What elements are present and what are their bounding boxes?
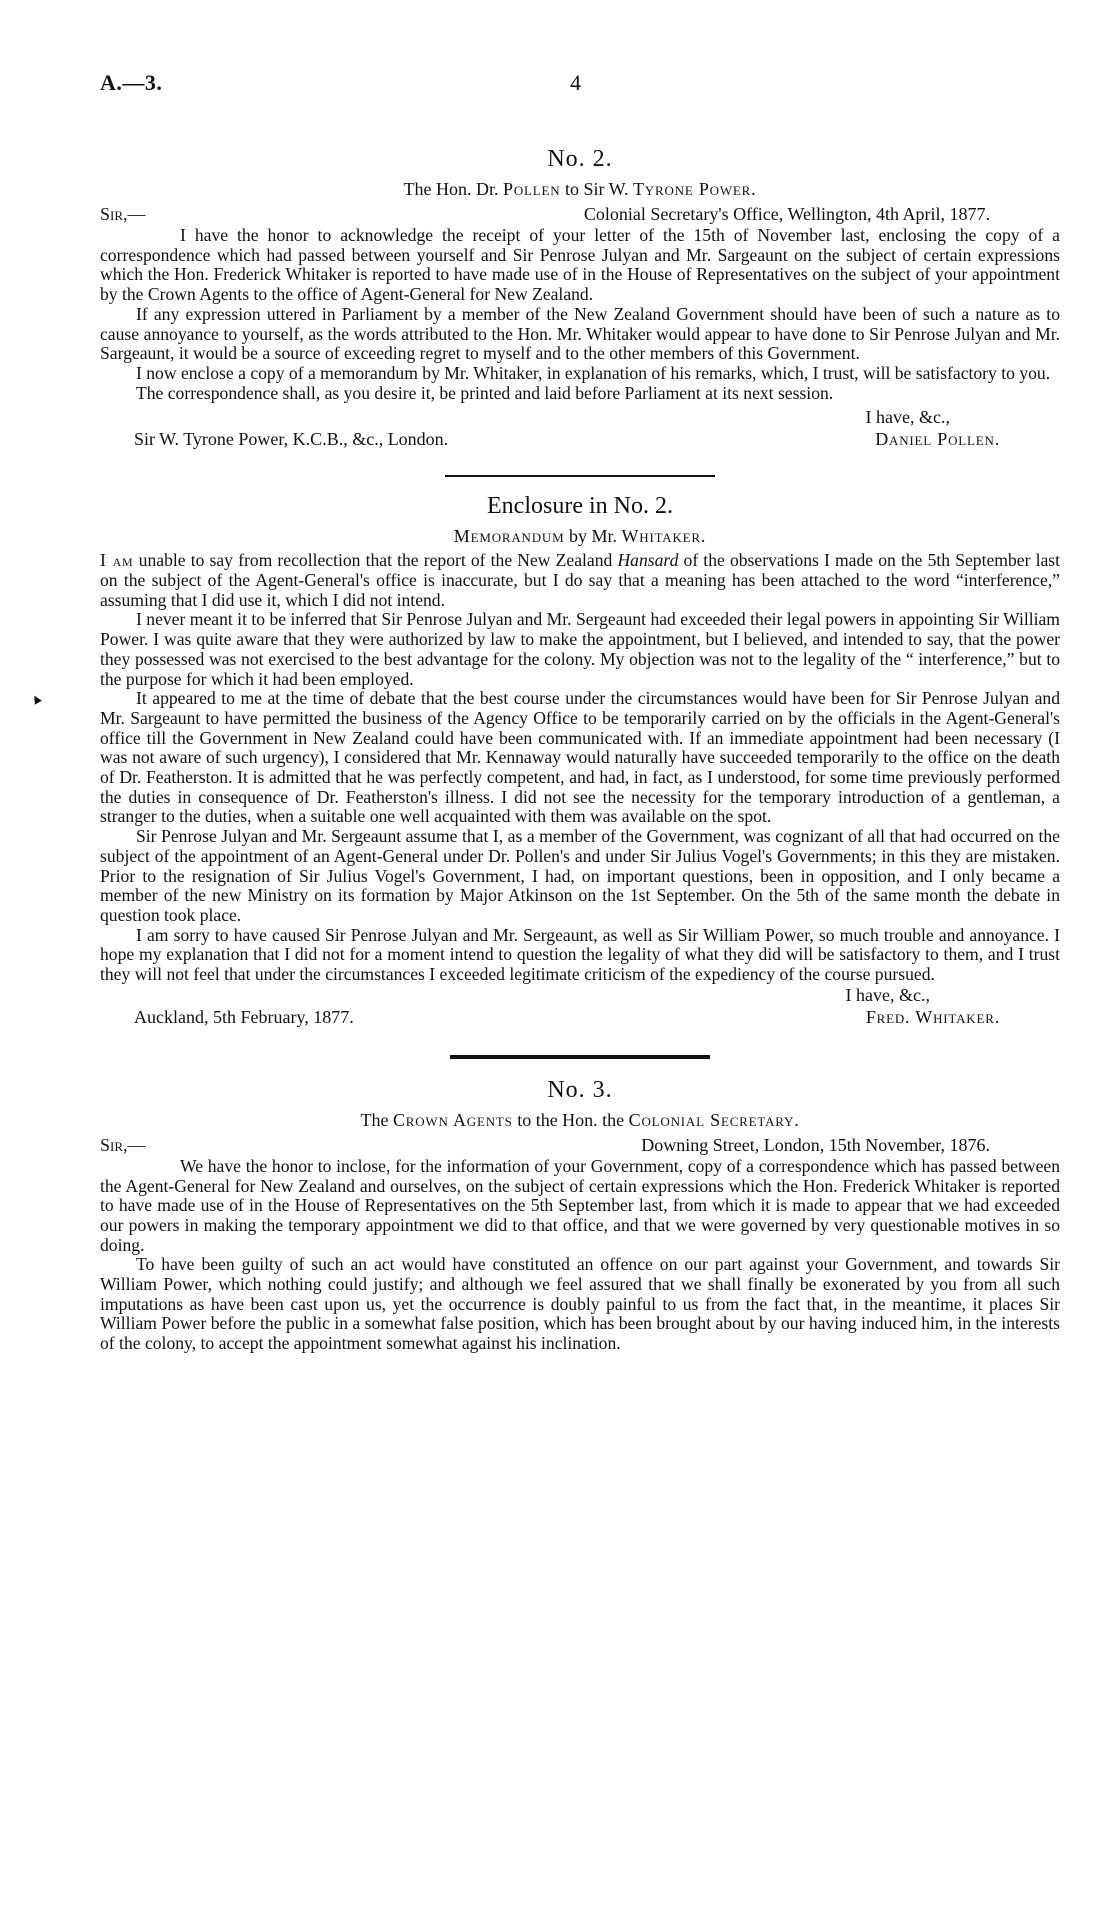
salutation: Sir,— [100,204,146,224]
section-divider [445,475,715,477]
sender-address: Colonial Secretary's Office, Wellington, 4th April, 1877. [583,204,990,224]
paragraph: I never meant it to be inferred that Sir Penrose Julyan and Mr. Sergeaunt had exceeded their legal powers in appointing Sir William Power. I was quite aware that they were authorized by law to make the appointment, but I believed, and intended to say, that the power they possessed was not exercised to the best advantage for the colony. My objection was not to the legality of the “ interference,” but to the purpose for which it had been employed. [100,609,1060,689]
page-content [100,70,1060,1354]
subtitle-memorandum: Memorandum [453,526,565,547]
heading-to: to the Hon. the [517,1109,625,1130]
enclosure [100,493,1060,1028]
addressee: Sir W. Tyrone Power, K.C.B., &c., London. [134,429,449,450]
letter-number: No. 3. [547,1076,613,1103]
salutation: Sir,— [100,1134,146,1155]
enclosure-title: Enclosure in No. 2. [487,493,673,520]
opening-words: I am [100,550,134,571]
letter-no-2 [100,146,1060,451]
letter-heading [100,1110,1060,1131]
closing-line [100,407,1060,429]
enclosure-subtitle [100,526,1060,547]
section-divider [450,1055,710,1059]
signature: Fred. Whitaker. [865,1006,1000,1027]
paragraph: The correspondence shall, as you desire it, be printed and laid before Parliament at its next session. [136,382,834,403]
paragraph-text: of the observations I made on the 5th September last on the subject of the Agent-General's office is inaccurate, but I do say that a meaning has been attached to the word “interference,” assuming that I did use it, which I did not intend. [100,550,1060,610]
paragraph-text: unable to say from recollection that the report of the New Zealand [133,550,618,571]
signature-line [100,1007,1060,1029]
heading-from-name: Pollen [503,179,561,199]
salutation-line [100,204,1060,226]
paragraph: It appeared to me at the time of debate that the best course under the circumstances would have been for Sir Penrose Julyan and Mr. Sargeaunt to have permitted the business of the Agency Office to be temporarily carried on by the officials in the Agent-General's office till the Government in New Zealand could have been communicated with. If an immediate appointment had been necessary (I was not aware of such urgency), I considered that Mr. Kennaway would naturally have succeeded temporarily to the office on the death of Dr. Featherston. It is admitted that he was perfectly competent, and had, in fact, as I understood, for some time previously performed the duties in consequence of Dr. Featherston's illness. I did not see the necessity for the temporary introduction of a gentleman, a stranger to the duties, when a suitable one well acquainted with them was available on the spot. [100,688,1060,827]
heading-to-name: Tyrone Power. [632,179,757,199]
paragraph: We have the honor to inclose, for the information of your Government, copy of a correspondence which has passed between the Agent-General for New Zealand and ourselves, on the subject of certain expressions which the Hon. Frederick Whitaker is reported to have made use of in the House of Representatives on the 5th September last, from which it is made to appear that we had exceeded our powers in making the temporary appointment we did to that office, and that we were governed by very questionable motives in so doing. [100,1155,1060,1255]
paragraph: To have been guilty of such an act would have constituted an offence on our part against your Government, and towards Sir William Power, which nothing could justify; and although we feel assured that we shall finally be exonerated by you from all such imputations as have been cast upon us, yet the occurrence is doubly painful to us from the fact that, in the meantime, it places Sir William Power before the public in a somewhat false position, which has been brought about by our having induced him, in the interests of the colony, to accept the appointment somewhat against his inclination. [100,1254,1060,1354]
heading-to: to Sir W. [564,179,629,199]
heading-from-name: Crown Agents [392,1109,513,1130]
page-header [100,70,1060,110]
subtitle-by: by Mr. [568,526,617,547]
paragraph: If any expression uttered in Parliament by a member of the New Zealand Government should have been of such a nature as to cause annoyance to yourself, as the words attributed to the Hon. Mr. Whitaker would appear to have done to Sir Penrose Julyan and Mr. Sargeaunt, it would be a source of exceeding regret to myself and to the other members of this Government. [100,303,1060,364]
closing: I have, &c., [845,984,930,1005]
paragraph: I am sorry to have caused Sir Penrose Julyan and Mr. Sergeaunt, as well as Sir William Power, so much trouble and annoyance. I hope my explanation that I did not for a moment intend to question the legality of what they did will be satisfactory to them, and I trust they will not feel that under the circumstances I exceeded legitimate criticism of the expediency of the course pursued. [100,924,1060,985]
letter-no-3 [100,1077,1060,1354]
signature: Daniel Pollen. [875,429,1000,450]
paragraph: Sir Penrose Julyan and Mr. Sergeaunt assume that I, as a member of the Government, was cognizant of all that had occurred on the subject of the appointment of an Agent-General under Dr. Pollen's and under Sir Julius Vogel's Governments; in this they are mistaken. Prior to the resignation of Sir Julius Vogel's Government, I had, on important questions, been in opposition, and I only became a member of the new Ministry on its formation by Major Atkinson on the 1st September. On the 5th of the same month the debate in question took place. [100,826,1060,925]
letter-number: No. 2. [547,146,613,172]
closing: I have, &c., [865,407,950,428]
subtitle-name: Whitaker. [621,526,707,547]
place-date: Auckland, 5th February, 1877. [134,1006,354,1027]
paragraph: I now enclose a copy of a memorandum by Mr. Whitaker, in explanation of his remarks, which, I trust, will be satisfactory to you. [136,362,1051,383]
signature-line [100,429,1060,451]
heading-from: The Hon. Dr. [403,179,499,199]
letter-heading [100,179,1060,200]
page-number: 4 [570,70,581,95]
salutation-line [100,1135,1060,1157]
heading-to-name: Colonial Secretary. [628,1109,800,1130]
paragraph [100,551,1060,610]
stray-mark: ▲ [26,689,47,710]
paragraph: I have the honor to acknowledge the receipt of your letter of the 15th of November last, enclosing the copy of a correspondence which had passed between yourself and Sir Penrose Julyan and Mr. Sargeaunt on the subject of certain expressions which the Hon. Frederick Whitaker is reported to have made use of in the House of Representatives on the subject of your appointment by the Crown Agents to the office of Agent-General for New Zealand. [100,225,1060,305]
page-reference: A.—3. [100,70,163,95]
heading-the: The [360,1109,389,1130]
sender-address: Downing Street, London, 15th November, 1876. [641,1134,990,1155]
hansard-title: Hansard [617,550,679,571]
closing-line [100,985,1060,1007]
